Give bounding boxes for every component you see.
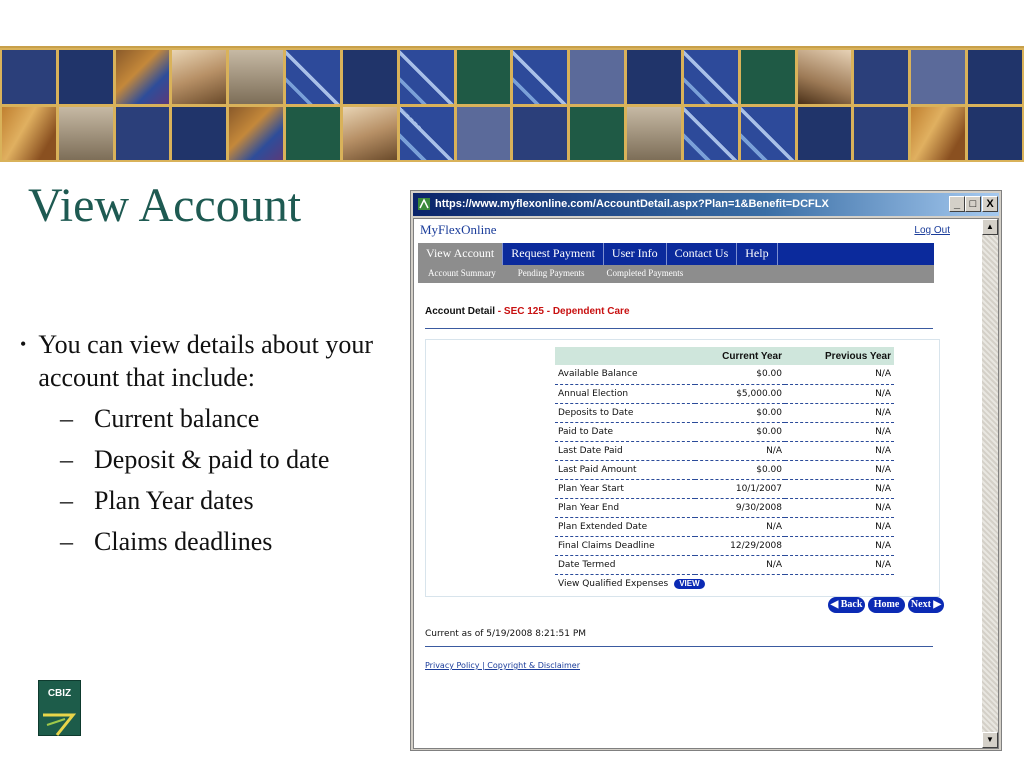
banner-tile xyxy=(798,50,852,104)
table-row xyxy=(555,517,894,536)
banner-tile xyxy=(172,50,226,104)
banner-tile xyxy=(286,107,340,161)
banner-tile xyxy=(513,50,567,104)
sub-bullet-text: Plan Year dates xyxy=(94,486,254,515)
previous-year-value: N/A xyxy=(785,517,894,536)
maximize-button[interactable]: □ xyxy=(965,196,981,212)
row-label: Plan Extended Date xyxy=(555,517,695,536)
bullet-item xyxy=(20,328,405,394)
current-year-value: 12/29/2008 xyxy=(695,536,785,555)
back-button[interactable]: ◀ Back xyxy=(828,597,865,613)
column-header-previous-year: Previous Year xyxy=(785,347,894,365)
bullet-list xyxy=(20,328,405,558)
previous-year-value: N/A xyxy=(785,365,894,384)
banner-tile xyxy=(116,107,170,161)
table-row xyxy=(555,384,894,403)
sub-bullet-text: Deposit & paid to date xyxy=(94,445,330,474)
table-row xyxy=(555,498,894,517)
banner-tile xyxy=(513,107,567,161)
view-button[interactable]: VIEW xyxy=(674,579,704,589)
table-row xyxy=(555,574,894,593)
banner-tile xyxy=(854,50,908,104)
bullet-text: You can view details about your account that include: xyxy=(38,330,373,392)
row-label: Annual Election xyxy=(555,384,695,403)
banner-tile xyxy=(400,50,454,104)
nav-help[interactable]: Help xyxy=(737,243,777,265)
nav-view-account[interactable]: View Account xyxy=(418,243,503,265)
sub-bullet-text: Current balance xyxy=(94,404,260,433)
previous-year-value: N/A xyxy=(785,479,894,498)
banner-tile xyxy=(59,50,113,104)
sub-bullet-item xyxy=(60,402,405,435)
browser-window xyxy=(410,190,1002,751)
account-detail-heading xyxy=(425,306,630,317)
current-year-value: N/A xyxy=(695,441,785,460)
close-button[interactable]: X xyxy=(982,196,998,212)
row-label: Available Balance xyxy=(555,365,695,384)
previous-year-value: N/A xyxy=(785,403,894,422)
banner-tile xyxy=(741,107,795,161)
nav-contact-us[interactable]: Contact Us xyxy=(667,243,738,265)
previous-year-value: N/A xyxy=(785,555,894,574)
current-as-of-text: Current as of 5/19/2008 8:21:51 PM xyxy=(425,629,587,639)
banner-tile xyxy=(2,107,56,161)
photo-mosaic-banner xyxy=(0,48,1024,162)
home-button[interactable]: Home xyxy=(868,597,905,613)
previous-year-value: N/A xyxy=(785,498,894,517)
banner-tile xyxy=(854,107,908,161)
banner-tile xyxy=(684,50,738,104)
banner-tile xyxy=(570,50,624,104)
site-name: MyFlexOnline xyxy=(420,222,497,237)
browser-content xyxy=(413,218,999,749)
row-label: Last Date Paid xyxy=(555,441,695,460)
main-nav xyxy=(418,243,934,265)
table-row xyxy=(555,441,894,460)
dash-icon: – xyxy=(60,486,73,515)
banner-tile xyxy=(229,107,283,161)
banner-tile xyxy=(59,107,113,161)
banner-tile xyxy=(570,107,624,161)
divider xyxy=(425,328,933,329)
banner-tile xyxy=(457,50,511,104)
row-label: Final Claims Deadline xyxy=(555,536,695,555)
subnav-completed-payments[interactable]: Completed Payments xyxy=(606,268,684,278)
dash-icon: – xyxy=(60,527,73,556)
scroll-up-icon[interactable]: ▲ xyxy=(982,219,998,235)
current-year-value: N/A xyxy=(695,555,785,574)
logo-mark-icon xyxy=(39,705,82,737)
banner-tile xyxy=(116,50,170,104)
previous-year-value: N/A xyxy=(785,422,894,441)
banner-tile xyxy=(343,50,397,104)
window-titlebar[interactable] xyxy=(413,193,999,216)
slide-title: View Account xyxy=(28,179,302,232)
current-year-value: 10/1/2007 xyxy=(695,479,785,498)
subnav-pending-payments[interactable]: Pending Payments xyxy=(517,268,585,278)
table-row xyxy=(555,403,894,422)
row-label: Date Termed xyxy=(555,555,695,574)
banner-tile xyxy=(286,50,340,104)
account-detail-label: Account Detail xyxy=(425,306,496,317)
row-label: Paid to Date xyxy=(555,422,695,441)
qualified-expenses-label: View Qualified Expenses xyxy=(558,578,669,589)
banner-tile xyxy=(172,107,226,161)
sub-bullet-text: Claims deadlines xyxy=(94,527,273,556)
vertical-scrollbar[interactable] xyxy=(982,219,998,748)
banner-tile xyxy=(627,107,681,161)
banner-tile xyxy=(2,50,56,104)
previous-year-value: N/A xyxy=(785,536,894,555)
subnav-account-summary[interactable]: Account Summary xyxy=(428,268,496,278)
minimize-button[interactable]: _ xyxy=(949,196,965,212)
bullet-dot-icon: • xyxy=(20,334,27,354)
table-header-row xyxy=(555,347,894,365)
sub-bullet-item xyxy=(60,443,405,476)
sub-bullet-item xyxy=(60,484,405,517)
current-year-value: $0.00 xyxy=(695,365,785,384)
current-year-value: $0.00 xyxy=(695,422,785,441)
table-row xyxy=(555,460,894,479)
row-label: Plan Year End xyxy=(555,498,695,517)
banner-tile xyxy=(343,107,397,161)
table-row xyxy=(555,422,894,441)
row-label: Plan Year Start xyxy=(555,479,695,498)
cbiz-logo xyxy=(38,680,81,736)
sub-nav xyxy=(418,265,934,283)
row-label: Deposits to Date xyxy=(555,403,695,422)
account-table xyxy=(555,347,894,593)
dash-icon: – xyxy=(60,445,73,474)
banner-tile xyxy=(968,107,1022,161)
previous-year-value: N/A xyxy=(785,441,894,460)
nav-request-payment[interactable]: Request Payment xyxy=(503,243,604,265)
current-year-value: $0.00 xyxy=(695,460,785,479)
nav-user-info[interactable]: User Info xyxy=(604,243,667,265)
banner-tile xyxy=(741,50,795,104)
heading-separator: - xyxy=(495,306,504,317)
banner-tile xyxy=(627,50,681,104)
column-header-current-year: Current Year xyxy=(695,347,785,365)
divider xyxy=(425,646,933,647)
current-year-value: N/A xyxy=(695,517,785,536)
qualified-expenses-cell xyxy=(555,574,894,593)
table-row xyxy=(555,365,894,384)
previous-year-value: N/A xyxy=(785,384,894,403)
current-year-value: 9/30/2008 xyxy=(695,498,785,517)
table-row xyxy=(555,536,894,555)
banner-tile xyxy=(229,50,283,104)
banner-tile xyxy=(911,50,965,104)
current-year-value: $5,000.00 xyxy=(695,384,785,403)
window-title: https://www.myflexonline.com/AccountDetail.aspx?Plan=1&Benefit=DCFLX xyxy=(435,198,829,210)
logo-text: CBIZ xyxy=(47,688,72,699)
banner-tile xyxy=(798,107,852,161)
browser-icon xyxy=(417,197,431,211)
banner-tile xyxy=(457,107,511,161)
banner-tile xyxy=(684,107,738,161)
current-year-value: $0.00 xyxy=(695,403,785,422)
table-row xyxy=(555,479,894,498)
column-header xyxy=(555,347,695,365)
table-row xyxy=(555,555,894,574)
previous-year-value: N/A xyxy=(785,460,894,479)
sub-bullet-item xyxy=(60,525,405,558)
logout-link[interactable]: Log Out xyxy=(914,225,950,236)
footer-links[interactable]: Privacy Policy | Copyright & Disclaimer xyxy=(425,661,581,670)
banner-tile xyxy=(400,107,454,161)
banner-tile xyxy=(968,50,1022,104)
account-category: SEC 125 - Dependent Care xyxy=(503,306,630,317)
next-button[interactable]: Next ▶ xyxy=(908,597,944,613)
row-label: Last Paid Amount xyxy=(555,460,695,479)
dash-icon: – xyxy=(60,404,73,433)
banner-tile xyxy=(911,107,965,161)
scroll-down-icon[interactable]: ▼ xyxy=(982,732,998,748)
